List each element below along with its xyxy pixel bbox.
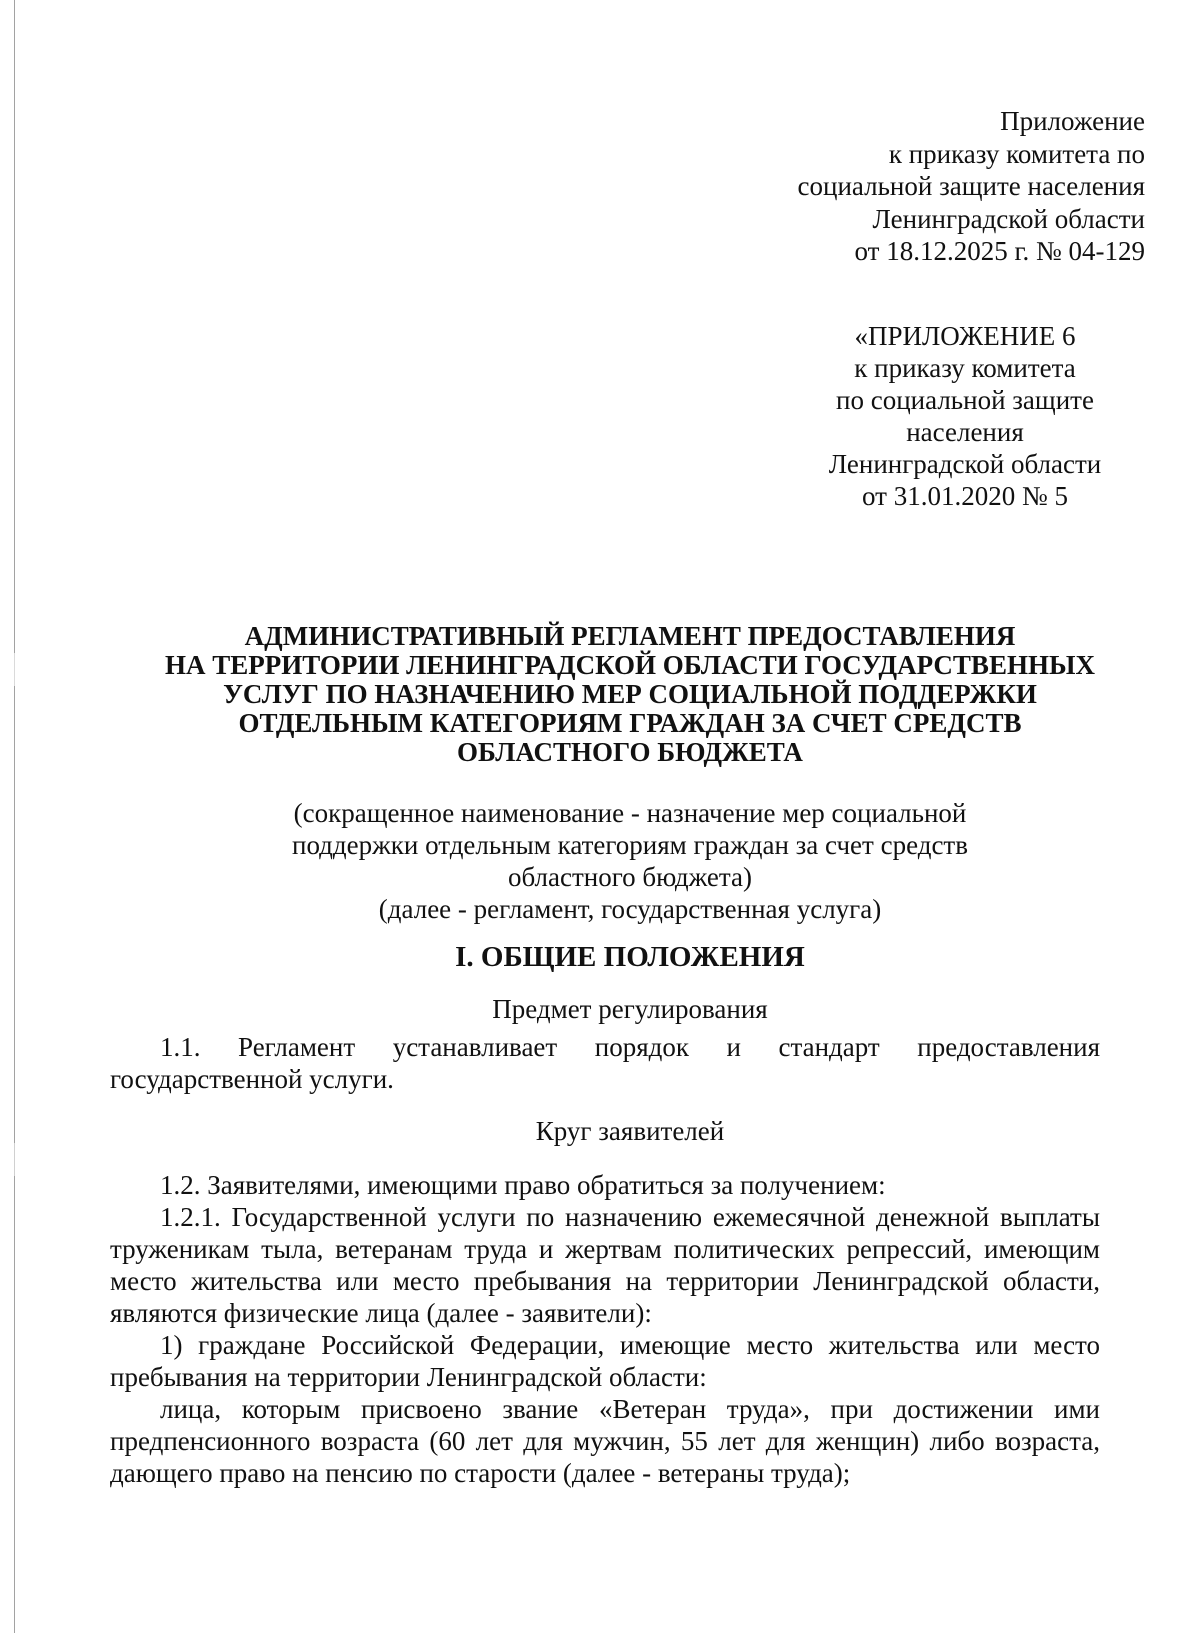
paragraph-1-1-line: 1.1. Регламент устанавливает порядок и стандарт предоставления <box>160 1032 1100 1062</box>
item-1-line: 1) граждане Российской Федерации, имеющие место жительства или место <box>160 1330 1100 1360</box>
title-line: ОТДЕЛЬНЫМ КАТЕГОРИЯМ ГРАЖДАН ЗА СЧЕТ СРЕДСТВ <box>238 708 1022 738</box>
veterans-line: предпенсионного возраста (60 лет для мужчин, 55 лет для женщин) либо возраста, <box>110 1426 1100 1456</box>
appendix6-header <box>800 320 1130 512</box>
title-line: ОБЛАСТНОГО БЮДЖЕТА <box>457 737 803 767</box>
applicants-heading: Круг заявителей <box>535 1116 725 1146</box>
short-name-line: поддержки отдельным категориям граждан за счет средств <box>292 830 968 860</box>
item-1-line: пребывания на территории Ленинградской области: <box>110 1362 707 1392</box>
section-heading: I. ОБЩИЕ ПОЛОЖЕНИЯ <box>455 941 805 973</box>
paragraph-1-2-1-line: являются физические лица (далее - заявители): <box>110 1298 652 1328</box>
veterans-line: дающего право на пенсию по старости (далее - ветераны труда); <box>110 1458 851 1488</box>
appendix-line: к приказу комитета по <box>888 138 1145 169</box>
title-line: НА ТЕРРИТОРИИ ЛЕНИНГРАДСКОЙ ОБЛАСТИ ГОСУДАРСТВЕННЫХ <box>165 650 1095 680</box>
paragraph-1-2-1-line: 1.2.1. Государственной услуги по назначению ежемесячной денежной выплаты <box>160 1202 1100 1232</box>
appendix6-line: к приказу комитета <box>854 353 1076 383</box>
paragraph-1-1-line: государственной услуги. <box>110 1064 394 1094</box>
appendix6-line: от 31.01.2020 № 5 <box>862 481 1068 511</box>
short-name-block <box>60 797 1200 925</box>
appendix-line: Приложение <box>1000 106 1145 136</box>
paragraph-1-2-1-line: труженикам тыла, ветеранам труда и жертвам политических репрессий, имеющим <box>110 1234 1100 1264</box>
title-line: АДМИНИСТРАТИВНЫЙ РЕГЛАМЕНТ ПРЕДОСТАВЛЕНИЯ <box>244 621 1016 651</box>
appendix6-line: населения <box>906 417 1024 447</box>
paragraph-1-2: 1.2. Заявителями, имеющими право обратиться за получением: <box>160 1170 886 1200</box>
appendix-header <box>798 105 1145 268</box>
title-line: УСЛУГ ПО НАЗНАЧЕНИЮ МЕР СОЦИАЛЬНОЙ ПОДДЕРЖКИ <box>223 679 1037 709</box>
short-name-line: (сокращенное наименование - назначение мер социальной <box>293 798 967 828</box>
appendix-line: социальной защите населения <box>797 171 1145 201</box>
short-name-line: областного бюджета) <box>507 862 753 892</box>
paragraph-1-2-1-line: место жительства или место пребывания на территории Ленинградской области, <box>110 1266 1100 1296</box>
subject-heading: Предмет регулирования <box>492 994 768 1024</box>
appendix-line: от 18.12.2025 г. № 04-129 <box>854 236 1145 266</box>
short-name-line: (далее - регламент, государственная услуга) <box>378 894 882 924</box>
appendix6-line: Ленинградской области <box>828 449 1102 479</box>
veterans-line: лица, которым присвоено звание «Ветеран труда», при достижении ими <box>160 1394 1100 1424</box>
scan-edge-artifact <box>14 0 15 1633</box>
appendix-line: Ленинградской области <box>872 203 1145 234</box>
appendix6-line: «ПРИЛОЖЕНИЕ 6 <box>854 321 1076 351</box>
document-title <box>60 622 1200 767</box>
appendix6-line: по социальной защите <box>836 385 1094 415</box>
